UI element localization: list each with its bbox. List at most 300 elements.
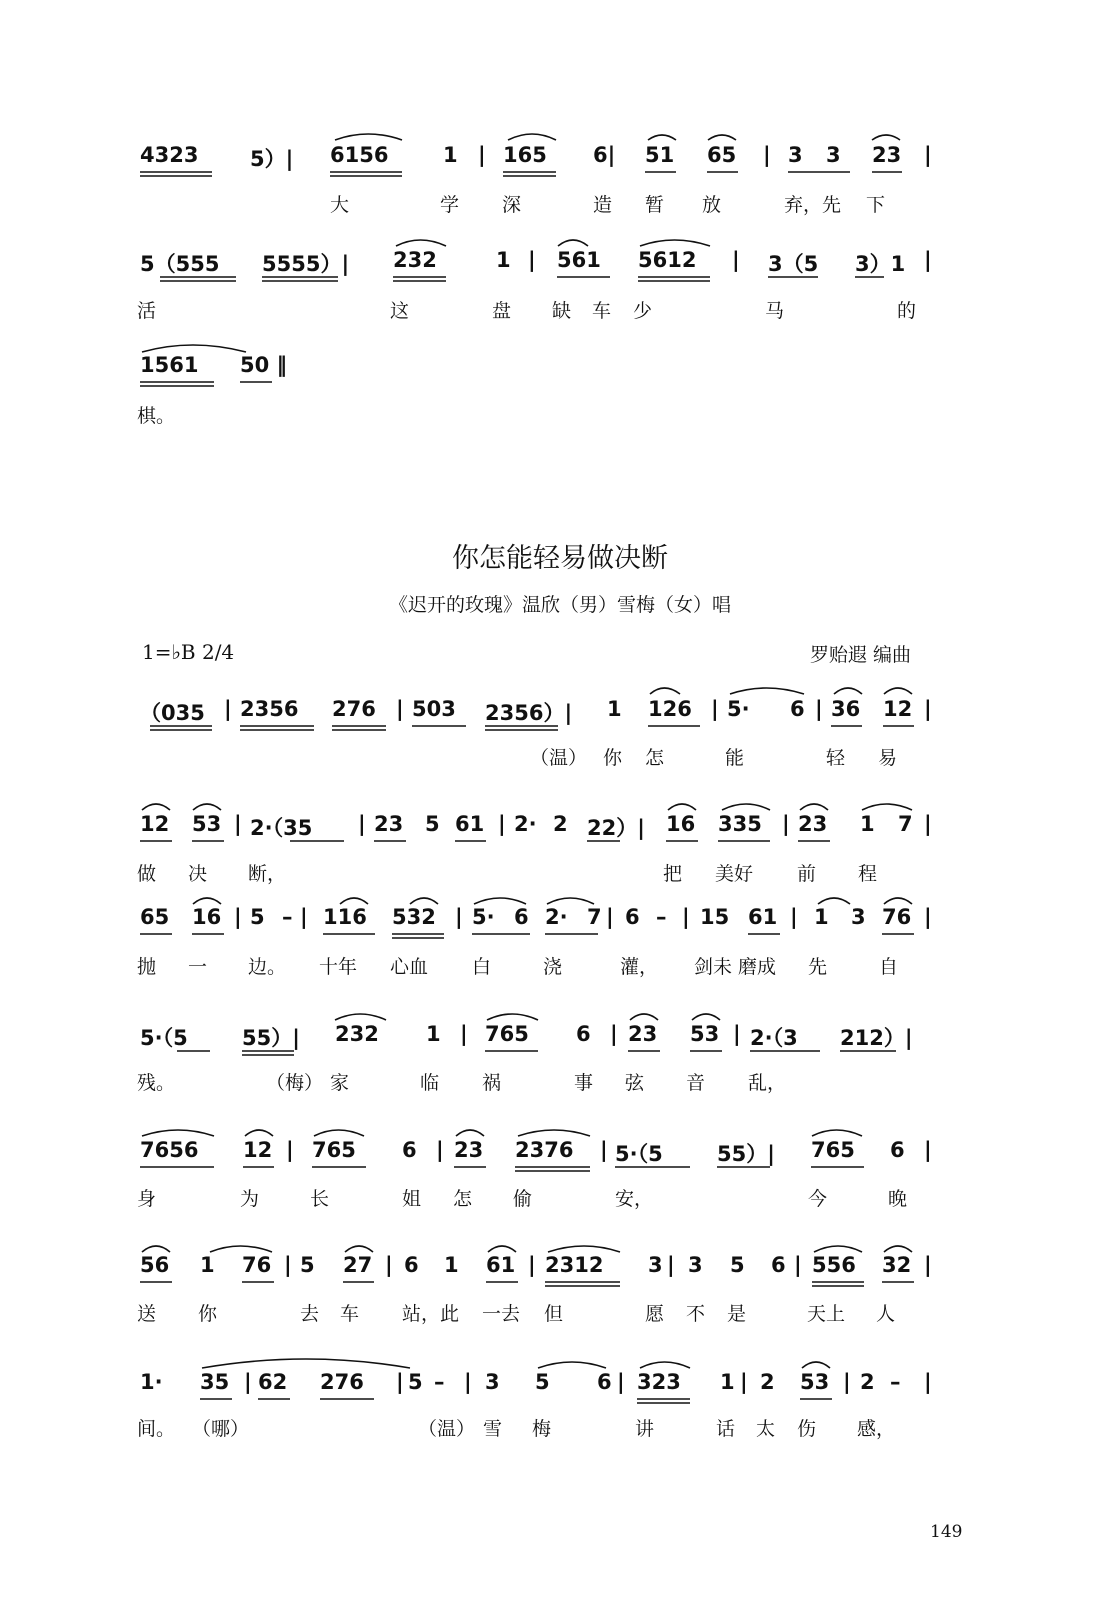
slur-mark xyxy=(410,898,438,904)
note-group: 7656 xyxy=(140,1138,199,1162)
barline: | xyxy=(924,812,932,836)
lyric: 送 xyxy=(137,1303,157,1325)
lyric: 能 xyxy=(725,747,745,769)
note-group: 6 xyxy=(597,1370,612,1394)
slur-mark xyxy=(884,688,912,694)
barline: | xyxy=(528,248,536,272)
slur-mark xyxy=(345,1246,373,1252)
staff-8-lyrics xyxy=(0,1184,1120,1220)
slur-mark xyxy=(814,1246,862,1252)
note-group: 22）| xyxy=(587,816,645,840)
note-group: 1561 xyxy=(140,353,199,377)
lyric: 怎 xyxy=(645,747,665,769)
lyric: 心血 xyxy=(390,956,429,978)
lyric: 祸 xyxy=(482,1072,502,1094)
lyric: 先 xyxy=(808,956,828,978)
staff-4-lyrics xyxy=(0,743,1120,779)
slur-mark xyxy=(487,1014,538,1020)
note-group: 65 xyxy=(140,905,170,929)
barline: | xyxy=(396,1370,404,1394)
lyric: 话 xyxy=(716,1418,736,1440)
lyric: 白 xyxy=(472,956,492,978)
lyric: 为 xyxy=(240,1188,260,1210)
lyric: 长 xyxy=(310,1188,330,1210)
note-group: 23 xyxy=(798,812,828,836)
dash: – xyxy=(656,905,667,929)
slur-mark xyxy=(640,1362,690,1368)
staff-6-lyrics xyxy=(0,952,1120,988)
note-group: 5 xyxy=(425,812,440,836)
note-group: 4323 xyxy=(140,143,199,167)
note-group: 6 xyxy=(625,905,640,929)
note-group: 5 xyxy=(730,1253,745,1277)
staff-3-lyrics xyxy=(0,401,1120,437)
slur-mark xyxy=(488,1246,516,1252)
lyric: 雪 xyxy=(483,1418,503,1440)
lyric: 决 xyxy=(188,863,208,885)
note-group: 23 xyxy=(628,1022,658,1046)
lyric: 但 xyxy=(544,1303,564,1325)
barline: | xyxy=(763,143,771,167)
lyric: 大 xyxy=(330,194,350,216)
note-group: 1 xyxy=(814,905,829,929)
slur-mark xyxy=(812,1130,862,1136)
note-group: 2 xyxy=(553,812,568,836)
lyric: 自 xyxy=(879,956,899,978)
slur-mark xyxy=(708,135,736,140)
barline: | xyxy=(924,905,932,929)
note-group: 12 xyxy=(883,697,913,721)
lyric: 深 xyxy=(502,194,522,216)
slur-mark xyxy=(558,240,588,246)
note-group: 2312 xyxy=(545,1253,604,1277)
staff-5-lyrics xyxy=(0,859,1120,895)
note-group: 16 xyxy=(192,905,222,929)
note-group: 5 xyxy=(300,1253,315,1277)
note-group: 5（555 xyxy=(140,252,220,276)
lyric: 断， xyxy=(248,863,287,885)
note-group: 51 xyxy=(645,143,675,167)
slur-mark xyxy=(340,898,368,904)
note-group: 61 xyxy=(748,905,778,929)
slur-mark xyxy=(193,804,221,810)
lyric: 今 xyxy=(808,1188,828,1210)
barline: | xyxy=(740,1370,748,1394)
note-group: 561 xyxy=(557,248,601,272)
note-group: 6 xyxy=(514,905,529,929)
lyric: 不 xyxy=(686,1303,706,1325)
note-group: 3 xyxy=(648,1253,663,1277)
barline: | xyxy=(396,697,404,721)
lyric: 弃，先 xyxy=(784,194,842,216)
slur-mark xyxy=(692,1014,720,1020)
note-group: 2· xyxy=(545,905,568,929)
note-group: 3）1 xyxy=(855,252,906,276)
barline: | xyxy=(733,1022,741,1046)
lyric: 是 xyxy=(727,1303,747,1325)
barline: | xyxy=(617,1370,625,1394)
note-group: 6| xyxy=(593,143,616,167)
barline: | xyxy=(682,905,690,929)
note-group: 212）| xyxy=(840,1026,913,1050)
slur-mark xyxy=(142,1130,214,1136)
note-group: 5 xyxy=(250,905,265,929)
barline: | xyxy=(924,1253,932,1277)
note-group: 50 ‖ xyxy=(240,353,288,377)
barline: | xyxy=(924,697,932,721)
note-group: 1 xyxy=(200,1253,215,1277)
slur-mark xyxy=(730,688,804,694)
lyric: 人 xyxy=(876,1303,896,1325)
barline: | xyxy=(464,1370,472,1394)
barline: | xyxy=(455,905,463,929)
note-group: 1 xyxy=(607,697,622,721)
barline: | xyxy=(460,1022,468,1046)
note-group: 556 xyxy=(812,1253,856,1277)
barline: | xyxy=(234,905,242,929)
note-group: 116 xyxy=(323,905,367,929)
barline: | xyxy=(667,1253,675,1277)
note-group: 1 xyxy=(444,1253,459,1277)
barline: | xyxy=(436,1138,444,1162)
lyric: 暂 xyxy=(645,194,665,216)
note-group: 35 xyxy=(200,1370,230,1394)
note-group: 5612 xyxy=(638,248,697,272)
lyric: 太 xyxy=(756,1418,776,1440)
lyric: 你 xyxy=(198,1303,218,1325)
barline: | xyxy=(358,812,366,836)
lyric: 活 xyxy=(137,300,157,322)
slur-mark xyxy=(518,1130,590,1136)
page-number: 149 xyxy=(930,1522,963,1542)
note-group: 53 xyxy=(800,1370,830,1394)
slur-mark xyxy=(650,688,680,694)
lyric: 乱， xyxy=(748,1072,787,1094)
staff-10-lyrics xyxy=(0,1414,1120,1450)
barline: | xyxy=(224,697,232,721)
slur-mark xyxy=(630,1014,658,1020)
slur-mark xyxy=(210,1246,272,1252)
lyric: 十年 xyxy=(319,956,358,978)
note-group: 2376 xyxy=(515,1138,574,1162)
lyric: （温） xyxy=(530,747,588,769)
note-group: 3 xyxy=(788,143,803,167)
note-group: 61 xyxy=(455,812,485,836)
lyric: 剑未 xyxy=(694,956,733,978)
note-group: 1 xyxy=(443,143,458,167)
lyric: 梅 xyxy=(532,1418,552,1440)
barline: | xyxy=(610,1022,618,1046)
note-group: 56 xyxy=(140,1253,170,1277)
key-signature: 1=♭B 2/4 xyxy=(142,640,235,664)
note-group: 6 xyxy=(890,1138,905,1162)
barline: | xyxy=(794,1253,802,1277)
lyric: 少 xyxy=(633,300,653,322)
note-group: 6 xyxy=(790,697,805,721)
note-group: 5· xyxy=(472,905,495,929)
lyric: 这 xyxy=(390,300,410,322)
note-group: 5· xyxy=(727,697,750,721)
lyric: 感， xyxy=(857,1418,896,1440)
note-group: 1 xyxy=(426,1022,441,1046)
barline: | xyxy=(286,1138,294,1162)
slur-mark xyxy=(142,804,170,810)
lyric: 灌， xyxy=(620,956,659,978)
note-group: 3 xyxy=(688,1253,703,1277)
lyric: 你 xyxy=(603,747,623,769)
dash: – xyxy=(282,905,293,929)
lyric: 怎 xyxy=(453,1188,473,1210)
staff-6-notes xyxy=(0,905,1120,941)
lyric: 磨成 xyxy=(738,956,777,978)
song-subtitle: 《迟开的玫瑰》温欣（男）雪梅（女）唱 xyxy=(388,594,731,616)
lyric: 抛 xyxy=(137,956,157,978)
slur-mark xyxy=(862,804,912,810)
slur-mark xyxy=(142,345,246,352)
lyric: 讲 xyxy=(635,1418,655,1440)
slur-mark xyxy=(547,898,594,904)
lyric: 浇 xyxy=(543,956,563,978)
lyric: 把 xyxy=(663,863,683,885)
note-group: 6 xyxy=(402,1138,417,1162)
note-group: 15 xyxy=(700,905,730,929)
note-group: 27 xyxy=(343,1253,373,1277)
barline: | xyxy=(478,143,486,167)
barline: | xyxy=(924,248,932,272)
note-group: 6156 xyxy=(330,143,389,167)
slur-mark xyxy=(508,134,556,140)
note-group: 765 xyxy=(485,1022,529,1046)
note-group: 3（5 xyxy=(768,252,819,276)
note-group: 1 xyxy=(496,248,511,272)
lyric: 残。 xyxy=(137,1072,176,1094)
barline: | xyxy=(732,248,740,272)
lyric: （温） xyxy=(418,1418,476,1440)
lyric: 站，此 xyxy=(402,1303,460,1325)
note-group: 16 xyxy=(666,812,696,836)
note-group: 2356 xyxy=(240,697,299,721)
staff-8-notes xyxy=(0,1138,1120,1174)
staff-7-notes xyxy=(0,1022,1120,1058)
slur-mark xyxy=(396,240,446,246)
slur-mark xyxy=(668,804,696,810)
note-group: 23 xyxy=(454,1138,484,1162)
note-group: 276 xyxy=(320,1370,364,1394)
barline: | xyxy=(790,905,798,929)
slur-mark xyxy=(193,898,221,904)
note-group: 165 xyxy=(503,143,547,167)
lyric: 家 xyxy=(330,1072,350,1094)
dash: – xyxy=(890,1370,901,1394)
barline: | xyxy=(528,1253,536,1277)
note-group: 55）| xyxy=(242,1026,300,1050)
note-group: 2 xyxy=(860,1370,875,1394)
note-group: 5·（5 xyxy=(140,1026,188,1050)
note-group: 1 xyxy=(860,812,875,836)
barline: | xyxy=(498,812,506,836)
composer-credit: 罗贻遐 编曲 xyxy=(810,644,912,666)
song-title: 你怎能轻易做决断 xyxy=(452,543,668,574)
staff-7-lyrics xyxy=(0,1068,1120,1104)
note-group: 12 xyxy=(140,812,170,836)
staff-1-notes xyxy=(0,143,1120,179)
lyric: 轻 xyxy=(826,747,846,769)
slur-mark xyxy=(538,1362,606,1368)
note-group: 532 xyxy=(392,905,436,929)
lyric: 学 xyxy=(440,194,460,216)
lyric: 音 xyxy=(686,1072,706,1094)
staff-1-lyrics xyxy=(0,190,1120,226)
note-group: 126 xyxy=(648,697,692,721)
lyric: 盘 xyxy=(492,300,512,322)
slur-mark xyxy=(314,1130,364,1136)
note-group: 3 xyxy=(485,1370,500,1394)
slur-mark xyxy=(456,1130,484,1136)
slur-mark xyxy=(335,1014,386,1020)
note-group: 36 xyxy=(831,697,861,721)
slur-mark xyxy=(722,804,770,810)
barline: | xyxy=(244,1370,252,1394)
note-group: 2·（35 xyxy=(250,816,313,840)
note-group: 6 xyxy=(576,1022,591,1046)
note-group: 3 xyxy=(826,143,841,167)
staff-2-notes xyxy=(0,248,1120,284)
lyric: 放 xyxy=(702,194,722,216)
note-group: 335 xyxy=(718,812,762,836)
slur-mark xyxy=(474,898,526,904)
lyric: 车 xyxy=(592,300,612,322)
note-group: 2356）| xyxy=(485,701,573,725)
lyric: 伤 xyxy=(797,1418,817,1440)
slur-mark xyxy=(884,898,912,904)
staff-2-lyrics xyxy=(0,296,1120,332)
lyric: 马 xyxy=(765,300,785,322)
lyric: 的 xyxy=(897,300,917,322)
barline: | xyxy=(284,1253,292,1277)
note-group: 62 xyxy=(258,1370,288,1394)
lyric: 偷 xyxy=(513,1188,533,1210)
barline: | xyxy=(843,1370,851,1394)
note-group: 5）| xyxy=(250,147,294,171)
note-group: 503 xyxy=(412,697,456,721)
note-group: 5 xyxy=(408,1370,423,1394)
note-group: 5·（5 xyxy=(615,1142,663,1166)
slur-mark xyxy=(872,135,900,140)
slur-mark xyxy=(245,1130,273,1136)
slur-mark xyxy=(335,134,402,140)
slur-mark xyxy=(802,1362,830,1368)
lyric: 缺 xyxy=(552,300,572,322)
lyric: 车 xyxy=(340,1303,360,1325)
barline: | xyxy=(924,143,932,167)
staff-10-notes xyxy=(0,1370,1120,1406)
staff-3-notes xyxy=(0,353,1120,389)
lyric: 天上 xyxy=(807,1303,846,1325)
lyric: 前 xyxy=(797,863,817,885)
note-group: 276 xyxy=(332,697,376,721)
lyric: 身 xyxy=(137,1188,157,1210)
slur-mark xyxy=(548,1246,620,1252)
note-group: 6 xyxy=(771,1253,786,1277)
slur-mark xyxy=(834,688,862,694)
note-group: 3 xyxy=(851,905,866,929)
lyric: 棋。 xyxy=(137,405,176,427)
note-group: 7 xyxy=(587,905,602,929)
lyric: 一 xyxy=(188,956,208,978)
note-group: 6 xyxy=(404,1253,419,1277)
staff-9-lyrics xyxy=(0,1299,1120,1335)
barline: | xyxy=(924,1138,932,1162)
barline: | xyxy=(815,697,823,721)
barline: | xyxy=(711,697,719,721)
lyric: 事 xyxy=(574,1072,594,1094)
note-group: 7 xyxy=(898,812,913,836)
lyric: 程 xyxy=(858,863,878,885)
barline: | xyxy=(385,1253,393,1277)
lyric: 弦 xyxy=(625,1072,645,1094)
note-group: 61 xyxy=(486,1253,516,1277)
note-group: 32 xyxy=(882,1253,912,1277)
lyric: 临 xyxy=(420,1072,440,1094)
note-group: 5555）| xyxy=(262,252,350,276)
slur-mark xyxy=(202,1359,410,1368)
lyric: 姐 xyxy=(402,1188,422,1210)
lyric: 间。 xyxy=(137,1418,176,1440)
note-group: 55）| xyxy=(717,1142,775,1166)
slur-mark xyxy=(800,804,828,810)
dash: – xyxy=(434,1370,445,1394)
note-group: 765 xyxy=(811,1138,855,1162)
note-group: 2 xyxy=(760,1370,775,1394)
lyric: 愿 xyxy=(645,1303,665,1325)
lyric: 去 xyxy=(300,1303,320,1325)
slur-mark xyxy=(818,898,850,904)
barline: | xyxy=(924,1370,932,1394)
barline: | xyxy=(782,812,790,836)
note-group: 23 xyxy=(374,812,404,836)
note-group: 1· xyxy=(140,1370,163,1394)
staff-5-notes xyxy=(0,812,1120,848)
note-group: 76 xyxy=(882,905,912,929)
note-group: 53 xyxy=(690,1022,720,1046)
note-group: 2· xyxy=(514,812,537,836)
staff-4-notes xyxy=(0,697,1120,733)
note-group: 5 xyxy=(535,1370,550,1394)
note-group: 323 xyxy=(637,1370,681,1394)
slur-mark xyxy=(142,1246,170,1252)
note-group: 23 xyxy=(872,143,902,167)
barline: | xyxy=(234,812,242,836)
staff-9-notes xyxy=(0,1253,1120,1289)
note-group: 76 xyxy=(242,1253,272,1277)
note-group: 1 xyxy=(720,1370,735,1394)
lyric: （梅） xyxy=(266,1072,324,1094)
note-group: （035 xyxy=(140,701,205,725)
barline: | xyxy=(606,905,614,929)
lyric: 做 xyxy=(137,863,157,885)
lyric: 下 xyxy=(866,194,886,216)
lyric: 边。 xyxy=(248,956,287,978)
slur-mark xyxy=(648,135,676,140)
note-group: 12 xyxy=(243,1138,273,1162)
note-group: 65 xyxy=(707,143,737,167)
lyric: 美好 xyxy=(715,863,754,885)
lyric: 一去 xyxy=(482,1303,521,1325)
note-group: 232 xyxy=(335,1022,379,1046)
lyric: 安， xyxy=(615,1188,654,1210)
lyric: 易 xyxy=(878,747,898,769)
barline: | xyxy=(300,905,308,929)
